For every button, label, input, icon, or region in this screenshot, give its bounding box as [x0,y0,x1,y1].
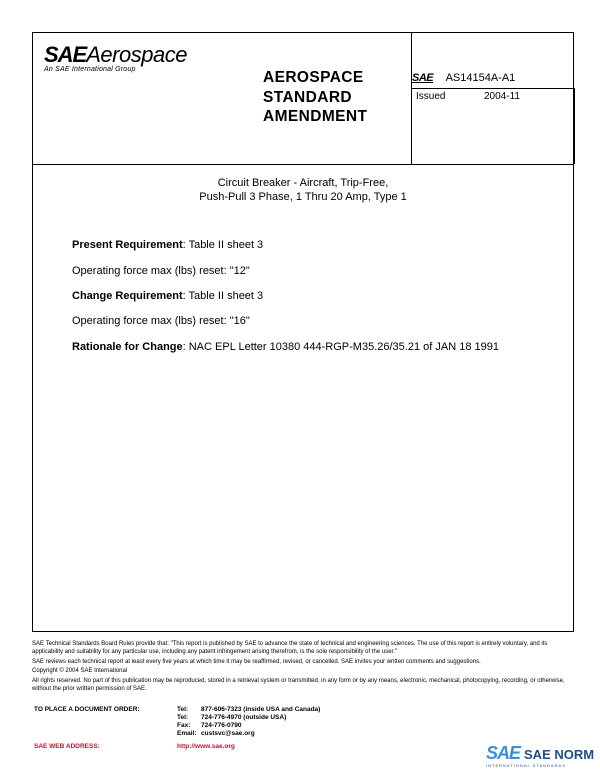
issued-row [416,91,566,102]
logo-tagline: An SAE International Group [44,66,136,73]
contact-value: 877-606-7323 (inside USA and Canada) [201,706,321,713]
title-line: Push-Pull 3 Phase, 1 Thru 20 Amp, Type 1 [199,191,407,203]
present-requirement [72,239,263,251]
contact-value: 724-776-0790 [201,722,242,729]
contact-key: Tel: [177,706,189,713]
contact-row [177,706,377,714]
footer-rights: All rights reserved. No part of this publication may be reproduced, stored in a retrieval system or transmitted, in any form or by any means, electronic, mechanical, photocopying, recording, or otherwise, without the prior written permission of SAE. [32,677,565,692]
rationale-value: : NAC EPL Letter 10380 444-RGP-M35.26/35.21 of JAN 18 1991 [182,341,499,353]
legal-footer [32,640,577,694]
sae-norm-watermark [486,743,595,768]
issued-date: 2004-11 [484,91,520,102]
change-label: Change Requirement [72,290,183,302]
doc-type-line: AEROSPACE [263,69,364,86]
web-address-link[interactable]: http://www.sae.org [177,743,235,750]
issued-rule [574,88,575,164]
norm-tagline: INTERNATIONAL STANDARDS [486,763,567,768]
present-value: : Table II sheet 3 [182,239,264,251]
rationale-label: Rationale for Change [72,341,183,353]
doc-type-line: AMENDMENT [263,108,368,125]
document-title [32,176,574,204]
logo-name: Aerospace [86,42,187,67]
change-requirement [72,290,263,302]
document-number: AS14154A-A1 [445,72,516,84]
document-number-block [412,68,515,86]
contact-key: Fax: [177,722,191,729]
logo-brand: SAE [44,42,87,67]
docno-divider [411,32,412,164]
contact-key: Tel: [177,714,189,721]
contact-row [177,714,377,722]
sae-mark: SAE [412,72,434,84]
docno-rule [411,88,574,89]
present-label: Present Requirement [72,239,183,251]
contact-row [177,722,377,730]
change-detail: Operating force max (lbs) reset: "16" [72,315,250,327]
order-label: TO PLACE A DOCUMENT ORDER: [34,706,140,713]
change-value: : Table II sheet 3 [182,290,264,302]
footer-rules: SAE Technical Standards Board Rules provide that: "This report is published by SAE to advance the state of technical and engineering sciences. The use of this report is entirely voluntary, and its applicability and suitability for any particular use, including any patent infringement arising therefrom, is the sole responsibility of the user." [32,641,548,655]
sae-aerospace-logo [44,42,214,73]
title-line: Circuit Breaker - Aircraft, Trip-Free, [217,177,389,189]
contact-value: custsvc@sae.org [201,730,255,737]
rationale [72,341,499,353]
document-type [263,68,367,127]
present-detail: Operating force max (lbs) reset: "12" [72,265,250,277]
norm-brand: SAE [486,743,521,763]
order-contacts [177,706,377,738]
doc-type-line: STANDARD [263,88,353,106]
issued-label: Issued [416,91,446,102]
norm-name: SAE NORM [524,747,595,762]
header-divider [32,164,574,165]
contact-value: 724-776-4970 (outside USA) [201,714,287,721]
contact-key: Email: [177,730,197,737]
footer-copyright: Copyright © 2004 SAE International [32,668,128,674]
footer-review: SAE reviews each technical report at least every five years at which time it may be reaffirmed, revised, or cancelled. SAE invites your written comments and suggestions. [32,658,481,665]
web-address-label: SAE WEB ADDRESS: [34,743,100,750]
contact-row [177,730,377,738]
